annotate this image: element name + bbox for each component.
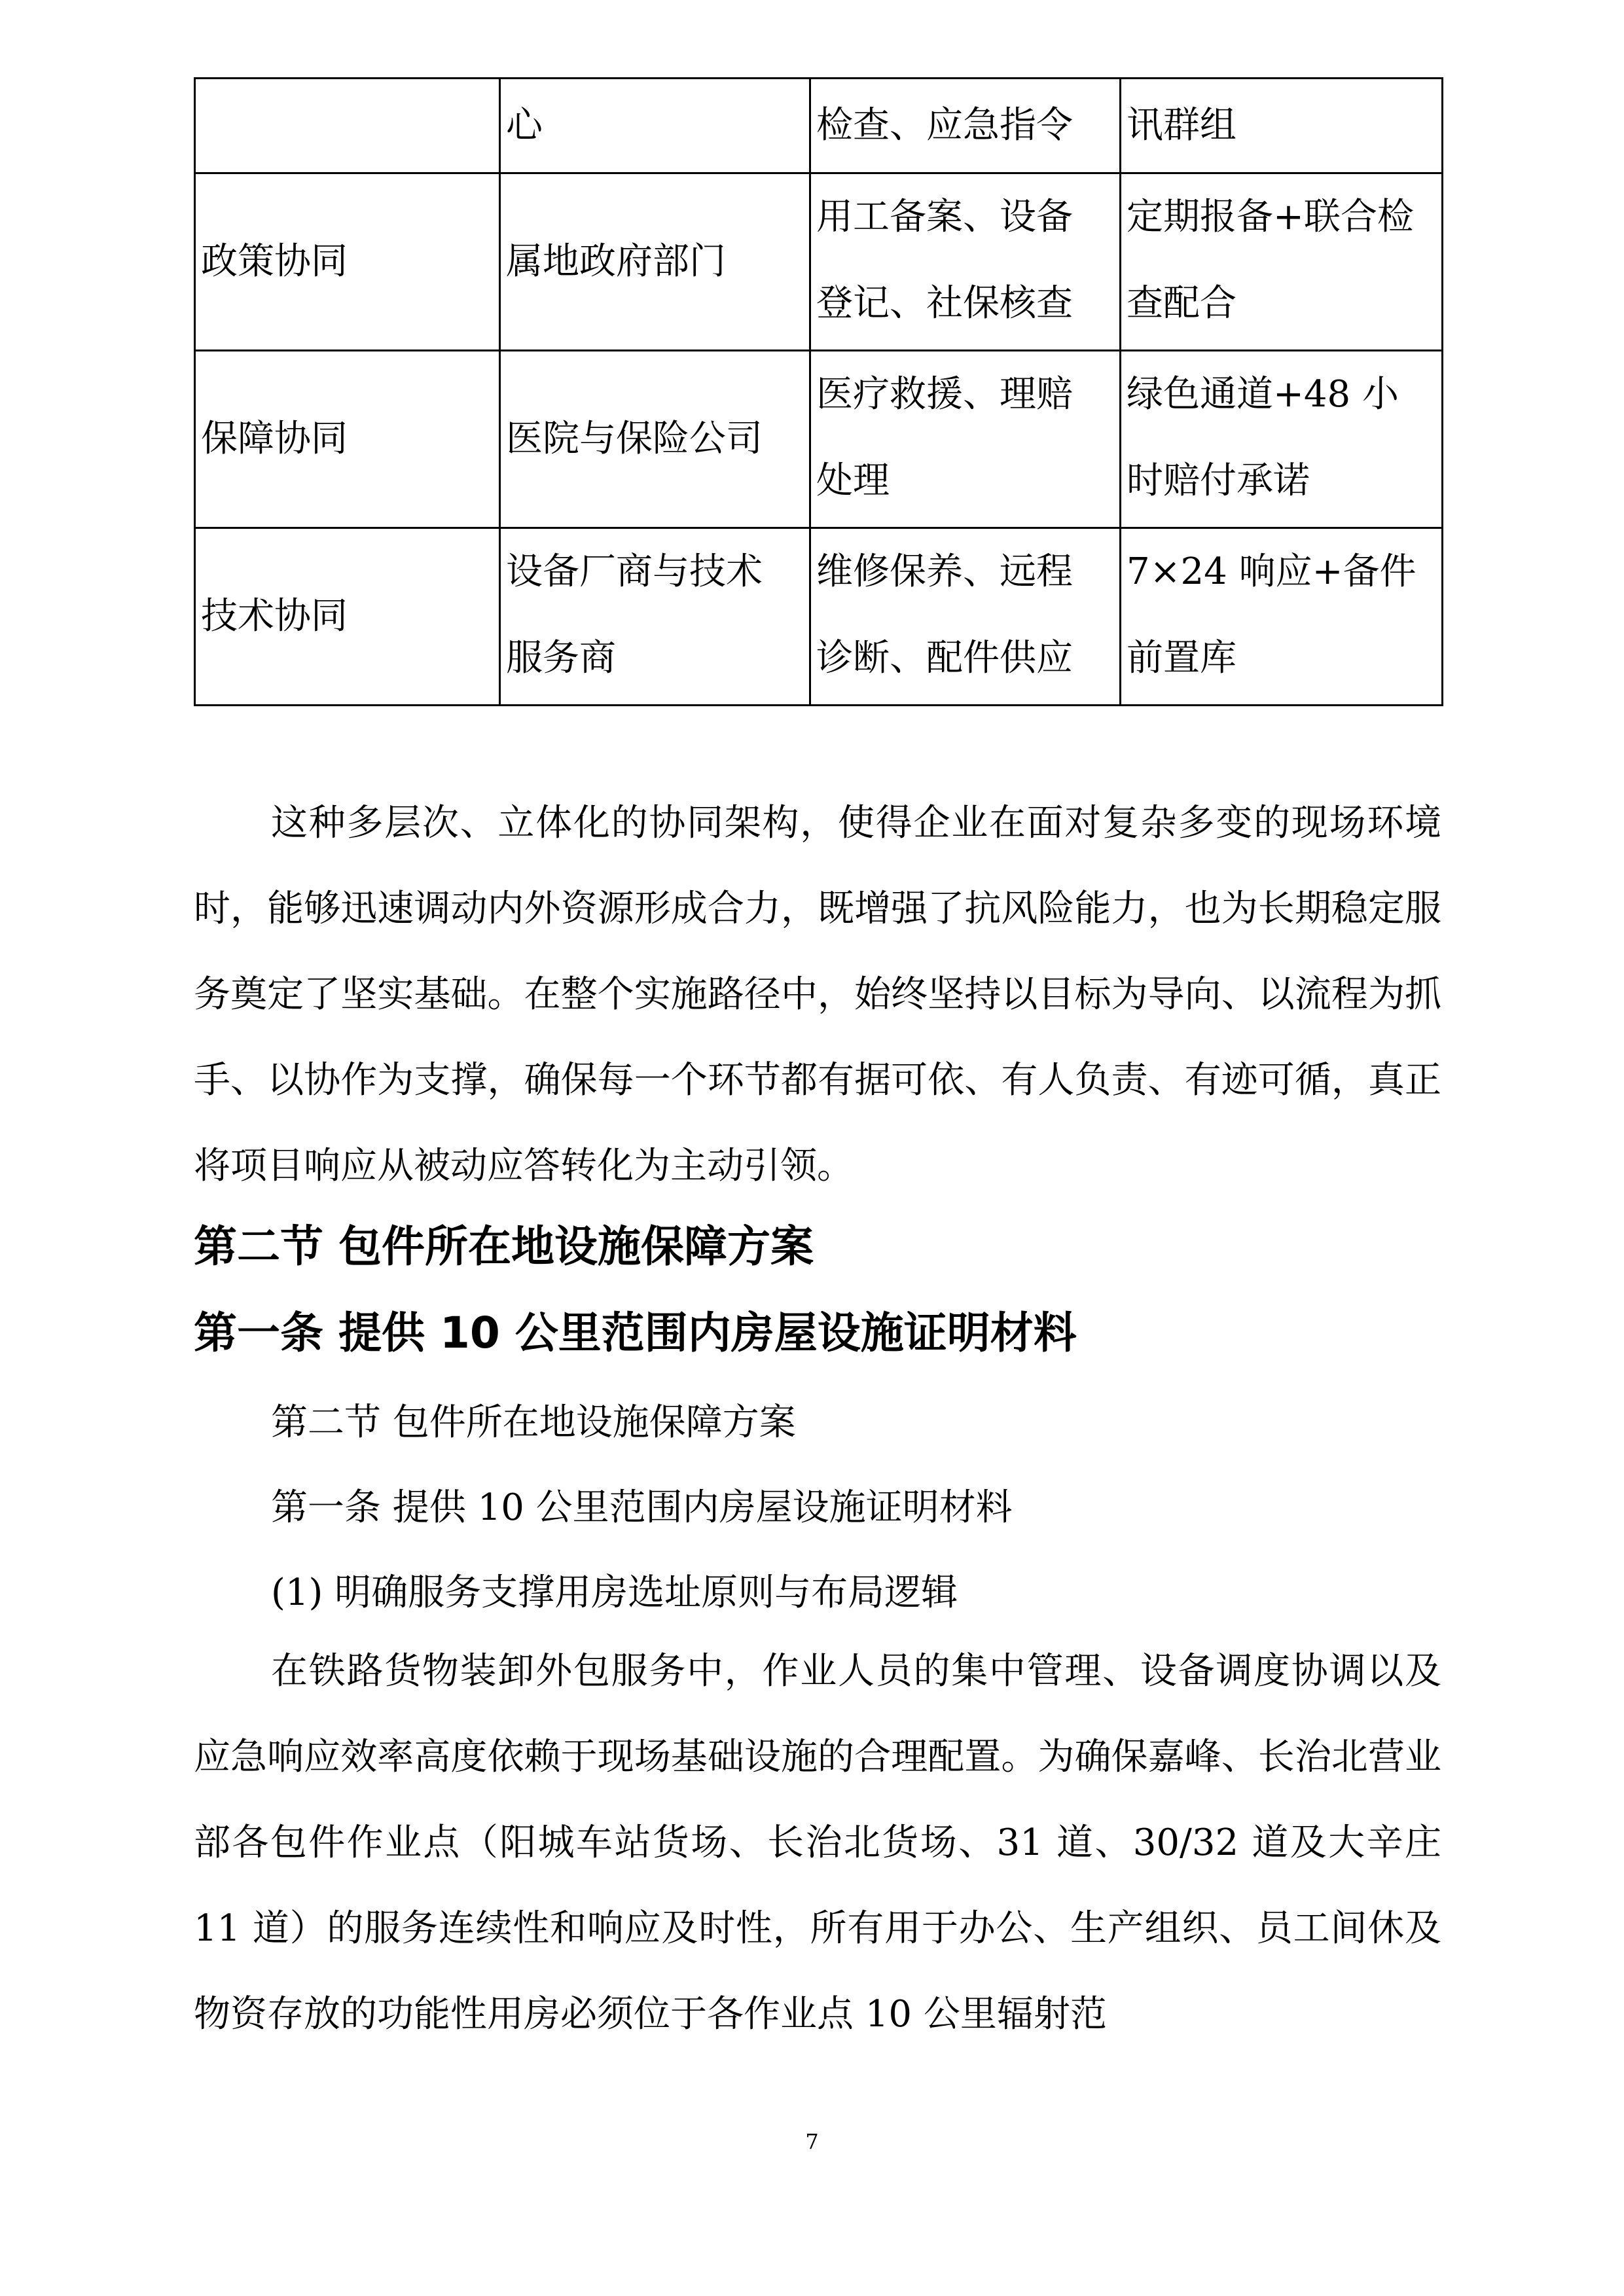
table-row	[195, 173, 1443, 351]
table-row	[195, 351, 1443, 528]
table-cell: 医院与保险公司	[500, 351, 810, 528]
article-title-line: 第一条 提供 10 公里范围内房屋设施证明材料	[271, 1486, 1013, 1529]
table-cell: 政策协同	[195, 173, 500, 351]
article-heading: 第一条 提供 10 公里范围内房屋设施证明材料	[194, 1308, 1077, 1358]
table-cell: 维修保养、远程 诊断、配件供应	[810, 528, 1121, 706]
table-cell: 绿色通道+48 小 时赔付承诺	[1121, 351, 1443, 528]
table-cell: 保障协同	[195, 351, 500, 528]
body-paragraph: 在铁路货物装卸外包服务中，作业人员的集中管理、设备调度协调以及应急响应效率高度依赖于现场基础设施的合理配置。为确保嘉峰、长治北营业部各包件作业点（阳城车站货场、长治北货场、31 道、30/32 道及大辛庄 11 道）的服务连续性和响应及时性，所有用于办公、生产组织、员工间休及物资存放的功能性用房必须位于各作业点 10 公里辐射范	[194, 1650, 1441, 2036]
table-cell: 检查、应急指令	[810, 79, 1121, 173]
table-cell: 医疗救援、理赔 处理	[810, 351, 1121, 528]
item-title-line: (1) 明确服务支撑用房选址原则与布局逻辑	[271, 1571, 958, 1614]
table-cell: 属地政府部门	[500, 173, 810, 351]
table-row	[195, 79, 1443, 173]
body-paragraph: 这种多层次、立体化的协同架构，使得企业在面对复杂多变的现场环境时，能够迅速调动内外资源形成合力，既增强了抗风险能力，也为长期稳定服务奠定了坚实基础。在整个实施路径中，始终坚持以目标为导向、以流程为抓手、以协作为支撑，确保每一个环节都有据可依、有人负责、有迹可循，真正将项目响应从被动应答转化为主动引领。	[194, 802, 1441, 1187]
table-cell	[195, 79, 500, 173]
coordination-table	[194, 77, 1443, 706]
table-cell: 用工备案、设备 登记、社保核查	[810, 173, 1121, 351]
table-cell: 技术协同	[195, 528, 500, 706]
table-cell: 7×24 响应+备件 前置库	[1121, 528, 1443, 706]
section-heading: 第二节 包件所在地设施保障方案	[194, 1221, 814, 1272]
table-cell: 定期报备+联合检 查配合	[1121, 173, 1443, 351]
table-cell: 心	[500, 79, 810, 173]
page-number: 7	[805, 2129, 819, 2154]
table-cell: 讯群组	[1121, 79, 1443, 173]
table-row	[195, 528, 1443, 706]
table-cell: 设备厂商与技术 服务商	[500, 528, 810, 706]
section-title-line: 第二节 包件所在地设施保障方案	[271, 1401, 796, 1444]
